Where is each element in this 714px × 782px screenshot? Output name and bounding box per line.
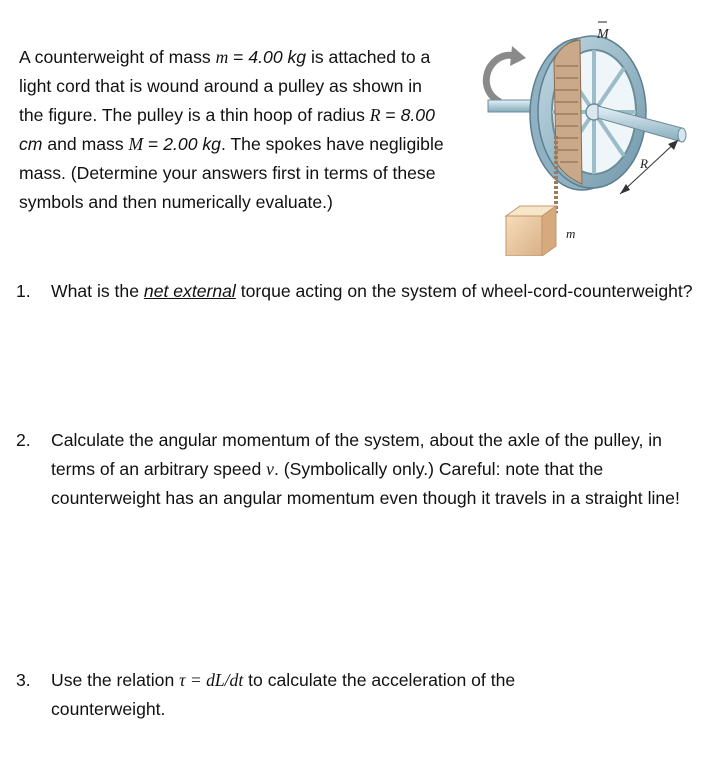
question-text-part: torque acting on the system of wheel-cord-counterweight? <box>235 281 693 301</box>
question-text <box>51 277 706 306</box>
question-number: 3. <box>16 670 31 690</box>
intro-text: A counterweight of mass <box>19 47 216 67</box>
question-text-part: . (Symbolically only.) Careful: note that the counterweight has an angular momentum even though it travels in a straight line! <box>51 459 680 508</box>
wound-cord <box>554 40 582 184</box>
pulley-figure <box>470 16 700 256</box>
intro-text: . The spokes have negligible mass. (Determine your answers first in terms of these symbols and then numerically evaluate.) <box>19 134 444 212</box>
question-number: 2. <box>16 430 31 450</box>
radius-value: 8.00 cm <box>19 105 435 154</box>
symbol-m: m <box>215 47 229 67</box>
counterweight-box <box>506 216 542 256</box>
label-R: R <box>640 156 648 171</box>
intro-text: = <box>228 47 249 67</box>
symbol-R: R <box>369 105 381 125</box>
question-text-part: Calculate the angular momentum of the system, about the axle of the pulley, in terms of an arbitrary speed <box>51 430 662 479</box>
mass-M-value: 2.00 kg <box>163 134 221 154</box>
question-text-part: What is the <box>51 281 144 301</box>
problem-statement <box>19 43 451 217</box>
intro-text: and mass <box>42 134 129 154</box>
question-1 <box>16 277 706 306</box>
question-2 <box>16 426 706 513</box>
question-3 <box>16 666 611 724</box>
question-number: 1. <box>16 281 31 301</box>
rotation-arrowhead-icon <box>510 46 526 66</box>
relation-formula: τ = dL/dt <box>179 670 244 690</box>
emphasis-net-external: net external <box>143 281 236 301</box>
question-text <box>51 426 706 513</box>
question-text-part: to calculate the acceleration of the counterweight. <box>51 670 516 719</box>
symbol-v: v <box>266 459 274 479</box>
intro-text: = <box>380 105 401 125</box>
intro-text: = <box>143 134 164 154</box>
axle-left <box>488 100 532 112</box>
label-M: M <box>597 27 609 42</box>
question-text-part: Use the relation <box>51 670 180 690</box>
axle-end <box>678 128 686 142</box>
label-m: m <box>566 226 576 241</box>
intro-text: is attached to a light cord that is wound around a pulley as shown in the figure. The pulley is a thin hoop of radius <box>19 47 431 125</box>
rotation-arrow-icon <box>486 55 514 102</box>
question-text <box>51 666 611 724</box>
mass-m-value: 4.00 kg <box>248 47 307 67</box>
symbol-M: M <box>128 134 144 154</box>
